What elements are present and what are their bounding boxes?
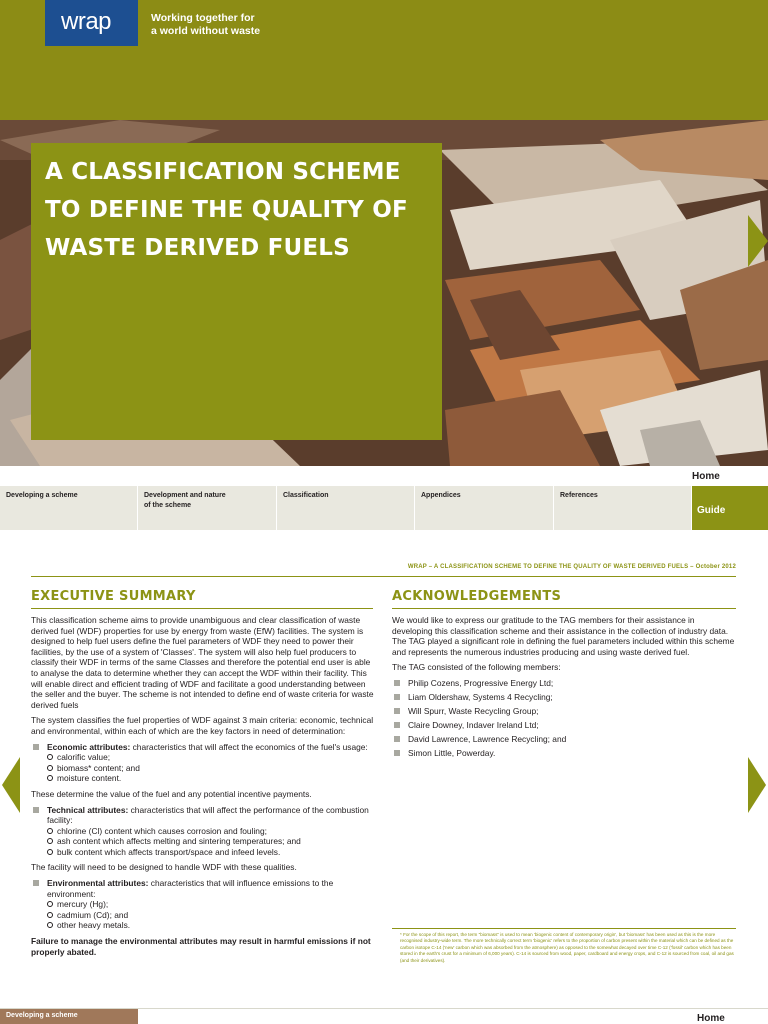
- bullet-square-icon: [394, 750, 400, 756]
- bullet-circle-icon: [47, 912, 53, 918]
- tech-sub-item: [31, 826, 376, 837]
- executive-summary-body: [31, 615, 376, 962]
- tech-sub-text: bulk content which affects transport/space and infeed levels.: [57, 846, 281, 857]
- wrap-logo[interactable]: [45, 0, 138, 46]
- exec-para-3: These determine the value of the fuel and any potential incentive payments.: [31, 788, 312, 799]
- tech-sub-text: ash content which affects melting and sintering temperatures; and: [57, 836, 301, 847]
- bullet-circle-icon: [47, 849, 53, 855]
- tab-development-and-nature[interactable]: [138, 486, 277, 530]
- tab-label: References: [560, 492, 598, 499]
- hero-next-arrow-icon[interactable]: [748, 215, 768, 267]
- tag-member: [392, 678, 737, 689]
- tag-member-name: Will Spurr, Waste Recycling Group;: [408, 706, 539, 717]
- tag-member-name: David Lawrence, Lawrence Recycling; and: [408, 734, 567, 745]
- home-link[interactable]: Home: [692, 471, 720, 482]
- tab-label: Appendices: [421, 492, 461, 499]
- title-line-2: TO DEFINE THE QUALITY OF: [45, 197, 408, 223]
- bullet-circle-icon: [47, 901, 53, 907]
- technical-attributes-item: [31, 805, 376, 826]
- ack-para-2: The TAG consisted of the following members:: [392, 662, 561, 673]
- previous-page-arrow-icon[interactable]: [2, 757, 20, 813]
- tab-developing-a-scheme[interactable]: [0, 486, 138, 530]
- bullet-circle-icon: [47, 828, 53, 834]
- bullet-circle-icon: [47, 754, 53, 760]
- econ-sub-item: [31, 773, 376, 784]
- economic-attributes-text: characteristics that will affect the economics of the fuel's usage:: [130, 741, 368, 752]
- econ-sub-item: [31, 763, 376, 774]
- next-page-arrow-icon[interactable]: [748, 757, 766, 813]
- tech-sub-item: [31, 847, 376, 858]
- tag-member: [392, 748, 737, 759]
- tag-member-name: Philip Cozens, Progressive Energy Ltd;: [408, 677, 554, 688]
- bullet-square-icon: [33, 880, 39, 886]
- env-sub-text: other heavy metals.: [57, 920, 131, 931]
- tag-member: [392, 734, 737, 745]
- environmental-attributes-item: [31, 878, 376, 899]
- tagline: [151, 12, 260, 38]
- ack-rule: [392, 608, 736, 609]
- footer-home-link[interactable]: Home: [697, 1013, 725, 1024]
- report-header: WRAP – A CLASSIFICATION SCHEME TO DEFINE THE QUALITY OF WASTE DERIVED FUELS – October 2012: [407, 564, 736, 570]
- econ-sub-text: biomass* content; and: [57, 762, 140, 773]
- econ-sub-text: calorific value;: [57, 752, 111, 763]
- tab-label: Classification: [283, 492, 329, 499]
- title-line-3: WASTE DERIVED FUELS: [45, 235, 350, 261]
- economic-attributes-label: Economic attributes:: [47, 741, 131, 752]
- bullet-circle-icon: [47, 775, 53, 781]
- exec-para-4: The facility will need to be designed to handle WDF with these qualities.: [31, 862, 297, 873]
- tag-member: [392, 692, 737, 703]
- environmental-attributes-text: characteristics that will influence emissions to the environment:: [47, 878, 334, 899]
- bullet-square-icon: [394, 694, 400, 700]
- bullet-circle-icon: [47, 922, 53, 928]
- acknowledgements-body: [392, 615, 737, 763]
- env-sub-text: mercury (Hg);: [57, 899, 109, 910]
- tag-member: [392, 706, 737, 717]
- bullet-square-icon: [394, 680, 400, 686]
- tab-label: Development and nature: [144, 492, 226, 499]
- econ-sub-item: [31, 752, 376, 763]
- tab-references[interactable]: [554, 486, 692, 530]
- bullet-square-icon: [33, 807, 39, 813]
- acknowledgements-heading: ACKNOWLEDGEMENTS: [392, 589, 562, 604]
- economic-attributes-item: [31, 742, 376, 753]
- exec-para-2: The system classifies the fuel properties of WDF against 3 main criteria: economic, technical and environmental, within each of which are the key factors in need of determination:: [31, 715, 374, 736]
- tag-member-name: Simon Little, Powerday.: [408, 748, 496, 759]
- bullet-square-icon: [33, 744, 39, 750]
- tech-sub-text: chlorine (Cl) content which causes corrosion and fouling;: [57, 825, 267, 836]
- header-rule: [31, 576, 736, 577]
- footer-tab-developing-a-scheme[interactable]: Developing a scheme: [0, 1009, 138, 1024]
- tagline-line-2: a world without waste: [151, 25, 261, 37]
- footnote-rule: [392, 928, 736, 929]
- tab-classification[interactable]: [277, 486, 415, 530]
- logo-text: wrap: [61, 8, 112, 35]
- bullet-square-icon: [394, 722, 400, 728]
- env-sub-item: [31, 910, 376, 921]
- exec-para-1: This classification scheme aims to provide unambiguous and clear classification of waste derived fuel (WDF) properties for use by energy from waste (EfW) facilities. The system is designed to help fuel users define the fuel parameters of WDF they need to power their facilities, by the use of a system of 'Classes'. The system will also help fuel producers to classify their WDF in terms of the same Classes and therefore the potential end user is able to analyse the data to determine whether they can accept the WDF within their facility. This will enable direct and efficient trading of WDF and facilitate a good understanding between the seller and the buyer. The scheme is not intended to define end of waste criteria for waste derived fuels: [31, 615, 374, 710]
- tech-sub-item: [31, 836, 376, 847]
- title-line-1: A CLASSIFICATION SCHEME: [45, 159, 401, 185]
- env-sub-item: [31, 899, 376, 910]
- tab-label: Developing a scheme: [6, 492, 78, 499]
- env-sub-item: [31, 920, 376, 931]
- bullet-square-icon: [394, 736, 400, 742]
- guide-button[interactable]: Guide: [692, 486, 768, 530]
- bullet-circle-icon: [47, 765, 53, 771]
- tag-member-name: Claire Downey, Indaver Ireland Ltd;: [408, 720, 539, 731]
- technical-attributes-text: characteristics that will affect the performance of the combustion facility:: [47, 804, 369, 826]
- environmental-attributes-label: Environmental attributes:: [47, 878, 149, 889]
- tag-member-name: Liam Oldershaw, Systems 4 Recycling;: [408, 692, 553, 703]
- tab-label-line-2: of the scheme: [144, 502, 192, 509]
- econ-sub-text: moisture content.: [57, 773, 122, 784]
- bullet-square-icon: [394, 708, 400, 714]
- tag-member: [392, 720, 737, 731]
- tagline-line-1: Working together for: [151, 12, 255, 24]
- ack-para-1: We would like to express our gratitude to the TAG members for their assistance in developing this classification scheme and their assistance in the collection of industry data. The TAG played a significant role in defining the fuel parameters included within this scheme and represents the numerous industries producing and using waste derived fuel.: [392, 615, 735, 657]
- exec-para-5: Failure to manage the environmental attributes may result in harmful emissions if not properly abated.: [31, 936, 371, 957]
- biomass-footnote: * For the scope of this report, the term "biomass" is used to mean 'biogenic content of contemporary origin', but 'biomass' has been used as this is the more recognised industry-wide term. The more technically correct term 'biogenic' refers to the proportion of carbon present within the material which can be defined as the carbon isotope C-14 ('new' carbon which was absorbed from the atmosphere) as opposed to the somewhat decayed over time C-12 ('fossil' carbon which has been stored in the earth's crust for a minimum of 6,000 years). C-14 is sourced from wood, paper, cardboard and energy crops, and C-12 is sourced from coal, oil and gas (and their derivatives).: [400, 932, 734, 963]
- technical-attributes-label: Technical attributes:: [47, 804, 129, 815]
- bullet-circle-icon: [47, 838, 53, 844]
- tab-appendices[interactable]: [415, 486, 554, 530]
- env-sub-text: cadmium (Cd); and: [57, 909, 129, 920]
- document-title: [45, 153, 437, 267]
- executive-summary-heading: EXECUTIVE SUMMARY: [31, 589, 196, 604]
- exec-rule: [31, 608, 373, 609]
- title-panel: [31, 143, 442, 440]
